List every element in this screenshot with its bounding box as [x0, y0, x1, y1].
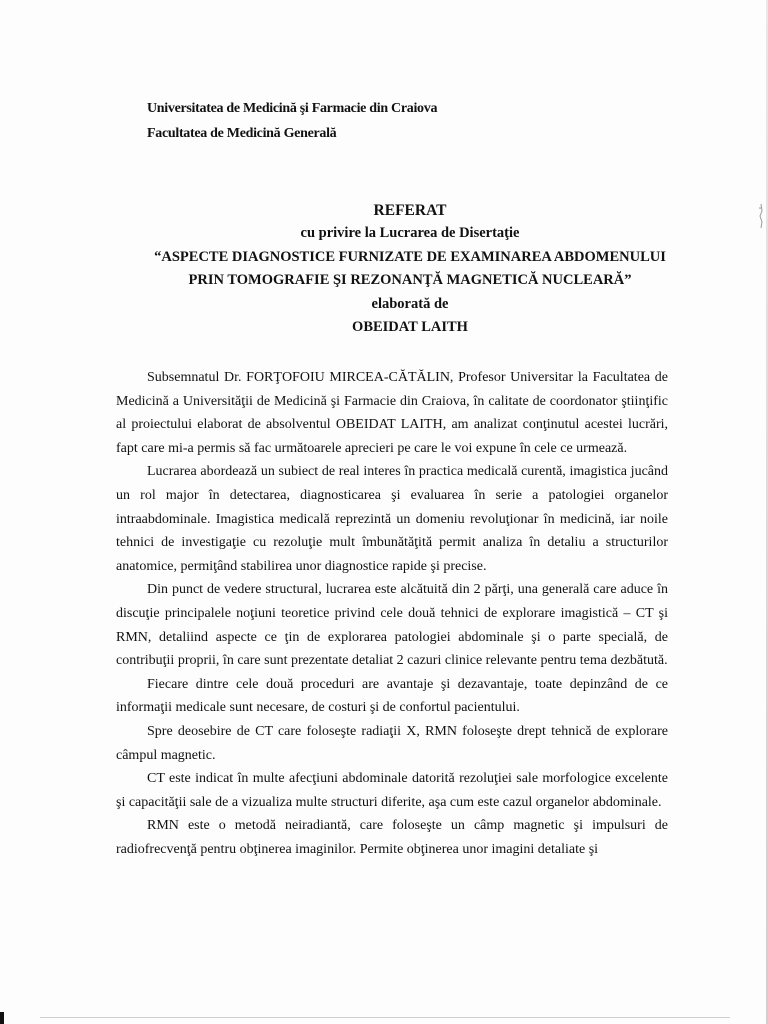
- scan-speck-mark: [756, 202, 766, 230]
- thesis-title-line-2: PRIN TOMOGRAFIE ŞI REZONANŢĂ MAGNETICĂ NUCLEARĂ”: [188, 272, 632, 288]
- scan-corner-mark: [0, 1012, 4, 1024]
- faculty-name: Facultatea de Medicină Generală: [147, 126, 337, 141]
- university-name: Universitatea de Medicină şi Farmacie din Craiova: [147, 101, 438, 116]
- document-title: REFERAT: [373, 202, 447, 219]
- paragraph: Lucrarea abordează un subiect de real interes în practica medicală curentă, imagistica jucând un rol major în detectarea, diagnosticarea şi evaluarea în serie a patologiei organelor intraabdominale. Imagistica medicală reprezintă un domeniu revoluţionar în medicină, iar noile tehnici de investigaţie cu rezoluţie mult îmbunătăţită permit analiza în detaliu a structurilor anatomice, permiţând stabilirea unor diagnostice rapide şi precise.: [116, 464, 668, 574]
- author-name: OBEIDAT LAITH: [352, 319, 468, 335]
- paragraph: RMN este o metodă neiradiantă, care foloseşte un câmp magnetic şi impulsuri de radiofrecvenţă pentru obţinerea imaginilor. Permite obţinerea unor imagini detaliate şi: [116, 818, 668, 857]
- elaborated-by-label: elaborată de: [371, 295, 449, 312]
- institution-header: [147, 96, 437, 146]
- title-subject-line: cu privire la Lucrarea de Disertaţie: [300, 225, 520, 241]
- paragraph: Subsemnatul Dr. FORŢOFOIU MIRCEA-CĂTĂLIN, Profesor Universitar la Facultatea de Medicină a Universităţii de Medicină şi Farmacie din Craiova, în calitate de coordonator ştiinţific al proiectului elaborat de absolventul OBEIDAT LAITH, am analizat conţinutul acestei lucrări, fapt care mi-a permis să fac următoarele aprecieri pe care le voi expune în cele ce urmează.: [116, 370, 668, 456]
- paragraph: Spre deosebire de CT care foloseşte radiaţii X, RMN foloseşte drept tehnică de explorare câmpul magnetic.: [116, 723, 668, 763]
- scan-bottom-edge: [40, 1017, 730, 1018]
- thesis-title-line-1: “ASPECTE DIAGNOSTICE FURNIZATE DE EXAMINAREA ABDOMENULUI: [154, 248, 666, 265]
- title-block: [100, 200, 720, 340]
- paragraph: Fiecare dintre cele două proceduri are avantaje şi dezavantaje, toate depinzând de ce informaţii medicale sunt necesare, de costuri şi de confortul pacientului.: [116, 676, 668, 716]
- report-body: [116, 366, 668, 861]
- paragraph: Din punct de vedere structural, lucrarea este alcătuită din 2 părţi, una generală care aduce în discuţie principalele noţiuni teoretice privind cele două tehnici de explorare imagistică – CT şi RMN, detaliind aspecte ce ţin de explorarea patologiei abdominale şi o parte specială, de contribuţii proprii, în care sunt prezentate detaliat 2 cazuri clinice relevante pentru tema dezbătută.: [116, 582, 668, 669]
- paragraph: CT este indicat în multe afecţiuni abdominale datorită rezoluţiei sale morfologice excelente şi capacităţii sale de a vizualiza multe structuri diferite, aşa cum este cazul organelor abdominale.: [116, 771, 668, 810]
